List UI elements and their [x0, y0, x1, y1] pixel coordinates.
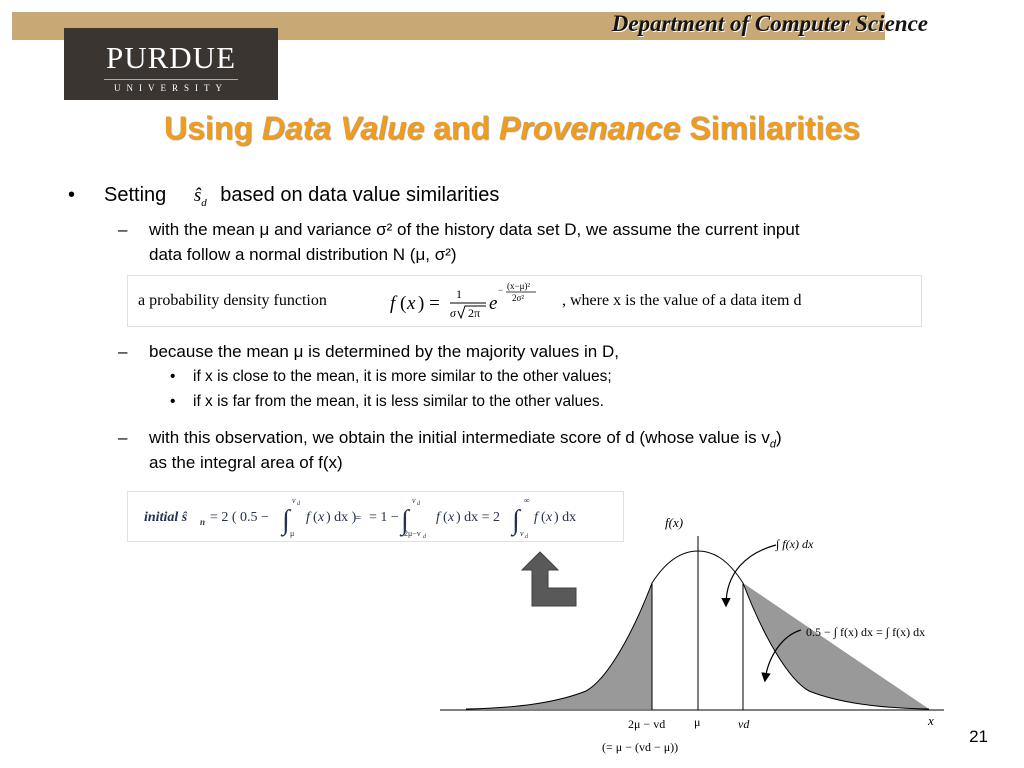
- page-number: 21: [969, 727, 988, 746]
- tick-note: (= μ − (vd − μ)): [602, 740, 679, 754]
- svg-text:∫: ∫: [512, 505, 520, 536]
- svg-text:d: d: [417, 501, 420, 507]
- svg-text:d: d: [423, 534, 426, 540]
- svg-text:(: (: [541, 510, 546, 525]
- x-axis-label: x: [928, 713, 934, 728]
- svg-text:n: n: [200, 517, 206, 527]
- annotation-center-area: ∫ f(x) dx: [776, 537, 814, 551]
- dot-b: •: [170, 393, 176, 410]
- svg-text:d: d: [297, 501, 300, 507]
- svg-text:∫: ∫: [401, 505, 409, 536]
- sub-sub-close: if x is close to the mean, it is more similar to the other values;: [193, 368, 612, 385]
- annotation-tail-area: 0.5 − ∫ f(x) dx = ∫ f(x) dx: [806, 625, 926, 639]
- tick-mu: μ: [694, 715, 701, 729]
- logo-wordmark: PURDUE: [105, 40, 236, 75]
- dash-1: –: [118, 220, 128, 239]
- svg-text:f: f: [436, 510, 440, 525]
- svg-text:= 2 ( 0.5 −: = 2 ( 0.5 −: [210, 510, 269, 525]
- svg-text:(: (: [400, 293, 407, 314]
- svg-text:2π: 2π: [468, 306, 481, 320]
- svg-text:f: f: [534, 510, 538, 525]
- svg-text:e: e: [489, 293, 498, 314]
- logo-subtitle: UNIVERSITY: [114, 83, 228, 93]
- department-name: Department of Computer Science: [611, 11, 928, 36]
- svg-text:v: v: [520, 529, 524, 538]
- dash-2: –: [118, 342, 128, 361]
- sd-symbol: $ŝ_d$: [193, 185, 207, 209]
- svg-text:) dx: ) dx: [554, 510, 577, 525]
- svg-text:= 1 −: = 1 −: [369, 510, 399, 525]
- sub-bullet-observation-1: with this observation, we obtain the initial intermediate score of d (whose value is $v_d$): [149, 428, 782, 451]
- svg-text:(: (: [443, 510, 448, 525]
- y-axis-label: f(x): [665, 515, 684, 530]
- right-tail-area: [743, 583, 929, 709]
- svg-text:) dx = 2: ) dx = 2: [456, 510, 501, 525]
- svg-text:σ: σ: [450, 306, 456, 320]
- tick-2mu-minus-vd: 2μ − vd: [628, 717, 666, 731]
- svg-text:∫: ∫: [282, 505, 290, 536]
- formula-suffix: , where x is the value of a data item d: [562, 292, 802, 309]
- svg-text:=: =: [355, 512, 362, 524]
- svg-text:2σ²: 2σ²: [512, 293, 525, 303]
- pdf-equation: [390, 278, 562, 324]
- svg-text:(x−μ)²: (x−μ)²: [507, 281, 531, 291]
- svg-text:v: v: [292, 496, 296, 505]
- svg-text:) dx ): ) dx ): [326, 510, 357, 525]
- svg-text:f: f: [306, 510, 310, 525]
- svg-text:f: f: [390, 293, 396, 314]
- normal-distribution-graph: [436, 508, 996, 764]
- svg-text:2μ−v: 2μ−v: [404, 529, 421, 538]
- bullet-dot: •: [68, 184, 76, 206]
- tick-vd: vd: [738, 717, 750, 731]
- sub-sub-far: if x is far from the mean, it is less similar to the other values.: [193, 393, 604, 410]
- logo-divider: [104, 79, 238, 80]
- svg-text:x: x: [546, 510, 553, 525]
- sub-bullet-observation-2: as the integral area of f(x): [149, 453, 343, 472]
- sub-bullet-normal-2: data follow a normal distribution N (μ, σ²): [149, 245, 457, 264]
- left-tail-area: [466, 583, 652, 709]
- svg-text:(: (: [313, 510, 318, 525]
- pdf-formula-box: [127, 275, 922, 327]
- svg-text:x: x: [318, 510, 325, 525]
- dot-a: •: [170, 368, 176, 385]
- dash-3: –: [118, 428, 128, 447]
- slide-title: Using Data Value and Provenance Similarities: [164, 110, 860, 146]
- svg-text:v: v: [412, 496, 416, 505]
- svg-text:x: x: [448, 510, 455, 525]
- sub-bullet-mean: because the mean μ is determined by the majority values in D,: [149, 342, 619, 361]
- svg-text:d: d: [525, 534, 528, 540]
- svg-text:μ: μ: [290, 529, 295, 538]
- svg-text:−: −: [498, 285, 504, 295]
- formula-label: a probability density function: [138, 292, 327, 309]
- svg-text:∞: ∞: [524, 496, 530, 505]
- bullet-setting: Setting $ŝ_d$ based on data value similarities: [104, 184, 500, 209]
- svg-text:initial ŝ: initial ŝ: [144, 510, 188, 525]
- sub-bullet-normal-1: with the mean μ and variance σ² of the history data set D, we assume the current input: [149, 220, 800, 239]
- svg-text:) =: ) =: [418, 293, 440, 314]
- purdue-logo: [64, 28, 278, 100]
- svg-text:1: 1: [456, 287, 462, 301]
- svg-text:x: x: [407, 293, 416, 314]
